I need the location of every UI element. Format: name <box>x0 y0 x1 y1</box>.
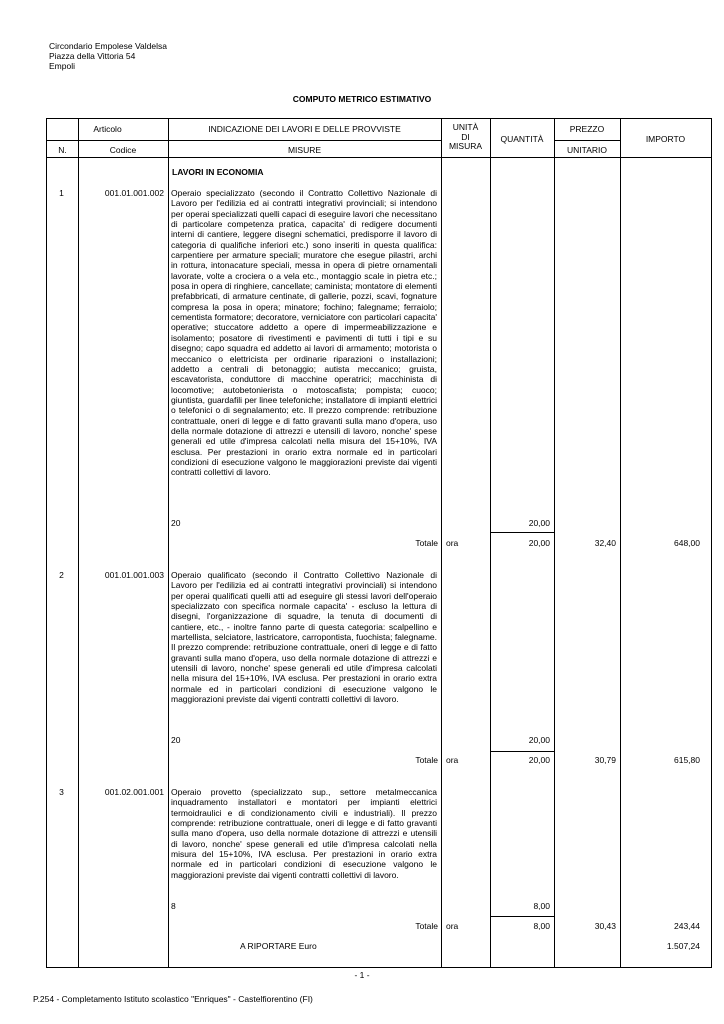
amount: 648,00 <box>674 538 700 548</box>
measure-quantity: 8,00 <box>533 901 550 911</box>
total-label: Totale <box>415 755 438 765</box>
measure-value: 8 <box>171 901 176 911</box>
header-split <box>168 140 441 141</box>
org-name: Circondario Empolese Valdelsa <box>49 41 167 51</box>
section-title: LAVORI IN ECONOMIA <box>172 167 264 177</box>
total-label: Totale <box>415 921 438 931</box>
item-code: 001.02.001.001 <box>104 787 164 797</box>
measure-value: 20 <box>171 518 181 528</box>
amount: 243,44 <box>674 921 700 931</box>
item-code: 001.01.001.003 <box>104 570 164 580</box>
col-misure: MISURE <box>287 145 322 155</box>
total-quantity: 20,00 <box>528 755 550 765</box>
col-divider <box>441 119 442 967</box>
project-footer: P.254 - Completamento Istituto scolastico "Enriques" - Castelfiorentino (FI) <box>33 994 313 1004</box>
col-prezzo: PREZZO <box>569 124 605 134</box>
document-title: COMPUTO METRICO ESTIMATIVO <box>292 94 432 104</box>
item-description: Operaio provetto (specializzato sup., settore metalmeccanica inquadramento installatori e montatori per impianti elettrici termoidraulici e di condizionamento civili e industriali). Il prezzo comprende: retribuzione contrattuale, oneri di legge e di fatto gravanti sulla mano d'opera, uso della normale dotazione di attrezzi e utensili di lavoro, nonche' spese generali ed utile d'impresa calcolati nella misura del 15+10%, IVA esclusa. Per prestazioni in orario extra normale ed in particolari condizioni di esecuzione valgono le maggiorazioni previste dai vigenti contratti collettivi di lavoro. <box>171 787 437 880</box>
col-quantita: QUANTITÀ <box>500 134 544 144</box>
header-split <box>554 140 620 141</box>
col-indicazione: INDICAZIONE DEI LAVORI E DELLE PROVVISTE <box>208 124 401 134</box>
col-divider <box>168 119 169 967</box>
unit-price: 30,79 <box>594 755 616 765</box>
org-city: Empoli <box>49 61 75 71</box>
unit-price: 32,40 <box>594 538 616 548</box>
item-number: 3 <box>59 787 64 797</box>
item-number: 2 <box>59 570 64 580</box>
subtotal-rule <box>490 751 554 752</box>
measure-quantity: 20,00 <box>528 518 550 528</box>
total-label: Totale <box>415 538 438 548</box>
col-divider <box>78 119 79 967</box>
col-codice: Codice <box>109 145 137 155</box>
measure-value: 20 <box>171 735 181 745</box>
item-description: Operaio qualificato (secondo il Contratto Collettivo Nazionale di Lavoro per l'edilizia ed ai contratti integrativi provinciali) si intendono per operai qualificati quelli atti ad eseguire gli stessi lavori dell'operaio specializzato con specifica normale capacita' - escluso la lettura di disegni, l'organizzazione di squadre, la tenuta di documenti di cantiere, etc., - inoltre fanno parte di questa categoria: scalpellino e martellista, selciatore, lastricatore, carropontista, fuochista; falegname. Il prezzo comprende: retribuzione contrattuale, oneri di legge e di fatto gravanti sulla mano d'opera, uso della normale dotazione di attrezzi e utensili di lavoro, nonche' spese generali ed utile d'impresa calcolati nella misura del 15+10%, IVA esclusa. Per prestazioni in orario extra normale ed in particolari condizioni di esecuzione valgono le maggiorazioni previste dai vigenti contratti collettivi di lavoro. <box>171 570 437 705</box>
header-bottom <box>47 157 711 158</box>
col-unitario: UNITARIO <box>567 145 607 155</box>
col-importo: IMPORTO <box>645 134 686 144</box>
carry-forward-label: A RIPORTARE Euro <box>240 941 317 951</box>
total-quantity: 20,00 <box>528 538 550 548</box>
carry-forward-amount: 1.507,24 <box>666 941 700 951</box>
unit-measure: ora <box>446 538 459 548</box>
subtotal-rule <box>490 916 554 917</box>
col-unita: UNITÀ DI MISURA <box>448 122 483 151</box>
header-split <box>47 140 168 141</box>
item-description: Operaio specializzato (secondo il Contratto Collettivo Nazionale di Lavoro per l'edilizia ed ai contratti integrativi provinciali; si intendono per operai specializzati quelli capaci di eseguire lavori che necessitano di particolare competenza pratica, capacita' di redigere documenti interni di cantiere, leggere disegni schematici, predisporre il lavoro di categoria di qualifiche inferiori etc.) sono inseriti in questa qualifica: carpentiere per armature speciali; muratore che esegue pilastri, archi in rottura, intonacature speciali, messa in opera di pietre ornamentali lavorate, volte a crociera o a vela etc., montaggio scale in pietra etc.; posa in opera di ringhiere, cancellate; caminista; montatore di elementi prefabbricati, di armature centinate, di gallerie, pozzi, scavi, fognature compresa la posa in opera; minatore; fochino; falegname; ferraiolo; cementista formatore; decoratore, verniciatore con particolari capacita' operative; stuccatore addetto a opere di impermeabilizzazione e isolamento; posatore di rivestimenti e pavimenti di tutti i tipi e su disegno; capo squadra ed addetto ai lavori di armamento; motorista o meccanico o elettricista per ordinarie riparazioni o installazioni; addetto a centrali di betonaggio; autista meccanico; gruista, escavatorista, conduttore di macchine operatrici; macchinista di locomotive; autobetonierista o motoscafista; pompista; cuoco; giuntista, guardafili per linee telefoniche; installatore di impianti elettrici o telefonici o di segnalamento; etc. Il prezzo comprende: retribuzione contrattuale, oneri di legge e di fatto gravanti sulla mano d'opera, uso della normale dotazione di attrezzi e utensili di lavoro, nonche' spese generali ed utile d'impresa calcolati nella misura del 15+10%, IVA esclusa. Per prestazioni in orario extra normale ed in particolari condizioni di esecuzione valgono le maggiorazioni previste dai vigenti contratti collettivi di lavoro. <box>171 188 438 478</box>
item-code: 001.01.001.002 <box>104 188 164 198</box>
col-n: N. <box>58 145 67 155</box>
total-quantity: 8,00 <box>533 921 550 931</box>
item-number: 1 <box>59 188 64 198</box>
col-articolo: Articolo <box>93 124 122 134</box>
org-address: Piazza della Vittoria 54 <box>49 51 136 61</box>
subtotal-rule <box>490 532 554 533</box>
letterhead <box>49 41 167 71</box>
measure-quantity: 20,00 <box>528 735 550 745</box>
page-number: - 1 - <box>354 970 370 980</box>
amount: 615,80 <box>674 755 700 765</box>
unit-price: 30,43 <box>594 921 616 931</box>
unit-measure: ora <box>446 921 459 931</box>
unit-measure: ora <box>446 755 459 765</box>
